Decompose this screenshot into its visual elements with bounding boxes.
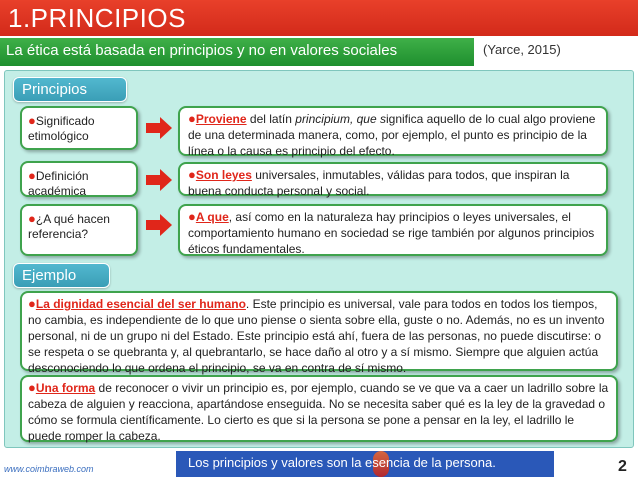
slide-subtitle: La ética está basada en principios y no en valores sociales xyxy=(6,42,398,59)
left-label: ¿A qué hacen referencia? xyxy=(28,212,110,241)
key-term: Una forma xyxy=(35,381,96,395)
citation: (Yarce, 2015) xyxy=(483,42,561,57)
bullet-icon: ● xyxy=(28,296,36,311)
body-text: . Este principio es universal, vale para todos en todos los tiempos, no cambia, es independiente de lo que uno piense o sienta sobre ella, guste o no. Además, no es un invento personal, ni de un grupo ni del Estado. Este principio está ahí, fuera de las personas, no puede discutirse: o se respeta o se quebranta y, al quebrantarlo, se hace daño al otro y a sí mismo. Siempre que alguien actúa desconociendo lo que ordena el principio, se va en contra de sí mismo. xyxy=(28,297,605,375)
key-term: Proviene xyxy=(195,112,247,126)
left-label: Significado etimológico xyxy=(28,114,95,143)
key-term: La dignidad esencial del ser humano xyxy=(35,297,246,311)
footer-quote: Los principios y valores son la esencia de la persona. xyxy=(188,455,496,470)
tab-principios xyxy=(13,77,127,102)
subtitle-bar xyxy=(0,38,474,66)
left-box-significado xyxy=(20,106,138,150)
left-label: Definición académica xyxy=(28,169,89,198)
example-box-dignidad xyxy=(20,291,618,375)
bullet-icon: ● xyxy=(188,167,196,182)
body-text: ignifica aquello de lo cual algo proviene de una determinada manera, como, por ejemplo, el punto es principio de la línea o la causa es principio del efecto. xyxy=(188,112,596,158)
right-box-a-que xyxy=(178,204,608,256)
body-text: universales, inmutables, válidas para todos, que inspiran la buena conducta personal y social. xyxy=(188,168,570,198)
footer-quote-bar xyxy=(176,451,554,477)
tab-ejemplo xyxy=(13,263,110,288)
slide-title: 1.PRINCIPIOS xyxy=(8,3,186,33)
left-box-definicion xyxy=(20,161,138,197)
bullet-icon: ● xyxy=(28,113,36,128)
italic-text: principium, que s xyxy=(295,112,386,126)
page-number: 2 xyxy=(618,458,627,475)
right-box-son-leyes xyxy=(178,162,608,196)
body-text: de reconocer o vivir un principio es, por ejemplo, cuando se ve que va a caer un ladrillo sobre la cabeza de alguien y reacciona, apartándose enseguida. No se necesita saber qué es la ley de la gravedad o cómo se formula científicamente. Lo cierto es que si la persona se pone a pensar en la ley, el ladrillo le puede romper la cabeza. xyxy=(28,381,609,443)
bullet-icon: ● xyxy=(28,211,36,226)
bullet-icon: ● xyxy=(28,380,36,395)
bullet-icon: ● xyxy=(28,168,36,183)
arrow-head-icon xyxy=(160,117,172,139)
left-box-referencia xyxy=(20,204,138,256)
body-text: del latín xyxy=(246,112,296,126)
right-box-proviene xyxy=(178,106,608,156)
tab-ejemplo-label: Ejemplo xyxy=(22,267,77,284)
arrow-head-icon xyxy=(160,214,172,236)
key-term: Son leyes xyxy=(195,168,252,182)
arrow-head-icon xyxy=(160,169,172,191)
bullet-icon: ● xyxy=(188,111,196,126)
example-box-una-forma xyxy=(20,375,618,442)
tab-principios-label: Principios xyxy=(22,81,88,98)
website-link[interactable]: www.coimbraweb.com xyxy=(4,464,94,474)
bullet-icon: ● xyxy=(188,209,196,224)
key-term: A que xyxy=(195,210,229,224)
body-text: , así como en la naturaleza hay principios o leyes universales, el comportamiento humano en sociedad se rige también por algunos principios éticos fundamentales. xyxy=(188,210,595,256)
title-bar xyxy=(0,0,638,36)
